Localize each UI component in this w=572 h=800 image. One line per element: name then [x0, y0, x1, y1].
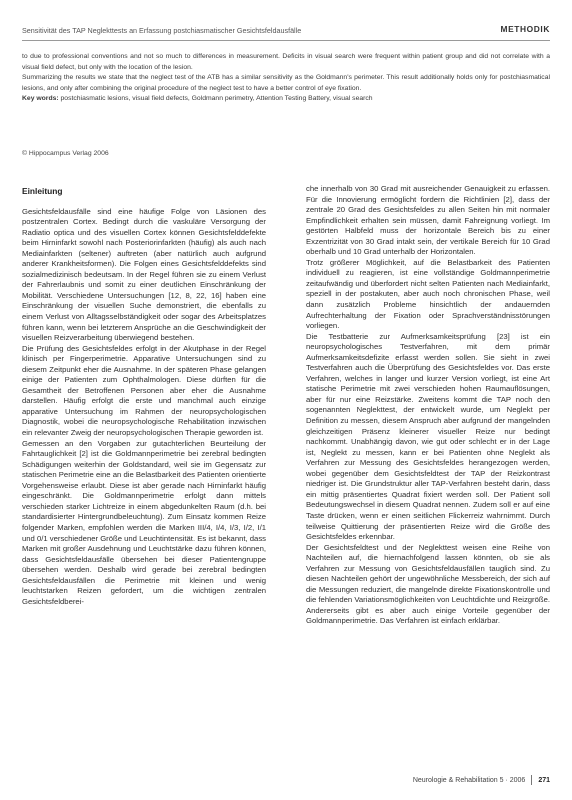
- footer-divider: [531, 775, 532, 785]
- body-paragraph: che innerhalb von 30 Grad mit ausreichender Genauigkeit zu erfassen. Für die Innovierung ermöglicht fordern die Richtlinien [2], dass der zentrale 20 Grad des Gesichtsfeldes zu allen Seiten hin mit normaler Empfindlichkeit erhalten sein müssen, damit Fahreignung vorliegt. Im gestörten Halbfeld muss der horizontale Bereich bis zu einer Exzentrizität von 30 Grad intakt sein, der vertikale Bereich für 10 Grad oberhalb und 10 Grad unterhalb der Horizontalen.: [306, 184, 550, 257]
- copyright-notice: © Hippocampus Verlag 2006: [22, 150, 109, 157]
- english-abstract: [22, 52, 550, 105]
- body-paragraph: Trotz größerer Möglichkeit, auf die Belastbarkeit des Patienten individuell zu reagieren, ist eine vollständige Goldmannperimetrie zeitaufwändig und überfordert nicht selten Patienten nach Mediainfarkt, speziell in der postakuten, aber auch noch chronischen Phase, weil dann zusätzlich Probleme hinsichtlich der andauernden Aufrechterhaltung der Fixation oder Sprachverständnisstörungen vorliegen.: [306, 257, 550, 331]
- section-label: METHODIK: [500, 24, 550, 34]
- right-text-column: [306, 184, 550, 627]
- abstract-paragraph: Summarizing the results we state that the neglect test of the ATB has a similar sensitivity as the Goldmann's perimeter. This result additionally holds only for postchiasmatical lesions, and only after combining the original procedure of the neglect test to have a better control of eye fixation.: [22, 74, 550, 92]
- page-footer: [413, 774, 550, 786]
- abstract-paragraph: to due to professional conventions and not so much to differences in measurement. Deficits in visual search were frequent within patient group and did not correlate with a visual field defect, but only with the location of the lesion.: [22, 53, 550, 71]
- body-paragraph: Die Prüfung des Gesichtsfeldes erfolgt in der Akutphase in der Regel klinisch per Fingerperimetrie. Apparative Untersuchungen sind zu diesem Zeitpunkt eher die Ausnahme. In der späteren Phase gelangen einige der Patienten zum Ophthalmologen. Diese dürften für die Gesamtheit der Betroffenen Personen aber eher die Ausnahme darstellen. Häufig erfolgt die erste und manchmal auch einzige apparative Untersuchung im Rahmen der neuropsychologischen Diagnostik, wobei die neuropsychologische Rehabilitation inzwischen ein relevanter Zweig der neuropsychologischen Therapie geworden ist.: [22, 343, 266, 438]
- body-paragraph: Die Testbatterie zur Aufmerksamkeitsprüfung [23] ist ein neuropsychologisches Testverfahren, mit dem primär Aufmerksamkeitsdefizite erfasst werden sollen. Sie sieht in zwei Testverfahren auch die Überprüfung des Gesichtsfeldes vor. Das erste Verfahren, welches in langer und kurzer Version vorliegt, ist eine Art statische Perimetrie mit zwei verschieden hohen Raumauflösungen, aber für nur eine Reizstärke. Zweitens kommt die TAP noch den sogenannten Neglekttest, der entwickelt wurde, um Neglekt per Definition zu messen, diesem Anspruch aber aufgrund der mangelnden gleichzeitigen Präsenz kleinerer visueller Reize nur bedingt nachkommt. Unabhängig davon, wie gut oder schlecht er in der Lage ist, Neglekt zu messen, kann er bei Patienten ohne Neglekt als Verfahren zur Messung des Gesichtsfeldes herangezogen werden, wobei gegenüber dem Gesichtsfeldtest der TAP der Reizkontrast niedriger ist. Die Grundstruktur aller TAP-Verfahren besteht darin, dass ein mittig präsentiertes Quadrat fixiert werden soll. Der Patient soll Bedeutungswechsel in diesem Quadrat nennen. Zudem soll er auf eine Taste drücken, wenn er einen seitlichen Flickerreiz wahrnimmt. Durch teilweise Quittierung der präsentierten Reize wird die Größe des Gesichtsfeldes erkennbar.: [306, 331, 550, 542]
- keywords-label: Key words:: [22, 95, 59, 103]
- body-paragraph: Gesichtsfeldausfälle sind eine häufige Folge von Läsionen des postzentralen Cortex. Bedingt durch die vaskuläre Versorgung der Radiatio optica und des visuellen Cortex können Gesichtsfelddefekte beim Hirninfarkt sowohl nach Posteriorinfarkten (häufig) als auch nach Mediainfarkten (seltener) auftreten (aber natürlich auch aufgrund anderer Krankheitsformen). Die Folgen eines Gesichtsfelddefekts sind sozialmedizinisch bedeutsam. In der Regel führen sie zu einem Verlust der Fahrerlaubnis und somit zu einer deutlichen Einschränkung der Mobilität. Verschiedene Untersuchungen [12, 8, 22, 16] haben eine Einschränkung der visuellen Suche demonstriert, die ebenfalls zu einem Verlust von Alltagsselbständigkeit oder sogar des Arbeitsplatzes führen kann, wenn bei letzterem Ansprüche an die Geschwindigkeit der visuellen Reizverarbeitung überwiegend bestehen.: [22, 206, 266, 343]
- journal-citation: Neurologie & Rehabilitation 5 · 2006: [412, 776, 526, 784]
- keywords-text: postchiasmatic lesions, visual field defects, Goldmann perimetry, Attention Testing Battery, visual search: [60, 95, 373, 103]
- body-paragraph: Gemessen an den Vorgaben zur gutachterlichen Beurteilung der Fahrtauglichkeit [2] ist die Goldmannperimetrie bei zerebral bedingten Schädigungen weiterhin der Goldstandard, weil sie im Gegensatz zur statischen Perimetrie eine an die Belastbarkeit des Patienten orientierte Vorgehensweise erlaubt. Diese ist aber gerade nach Hirninfarkt häufig eingeschränkt. Die Goldmannperimetrie erfolgt dann mittels verschieden starker Lichtreize in einem abgedunkelten Raum (d.h. bei standardisierter Hintergrundbeleuchtung). Zum Einsatz kommen Reize folgender Marken, empfohlen werden die Marken III/4, I/4, I/3, I/2, I/1 und 0/1 verschiedener Größe und Leuchtintensität. Es ist bekannt, dass Marken mit großer Ausdehnung und Leuchtstärke dazu führen können, dass Gesichtsfeldausfälle übersehen bei dieser Patientengruppe übersehen werden. Deshalb wird gerade bei zerebral bedingten Gesichtsfeldausfällen die Perimetrie mit kleinen und wenig leuchtstarken Reizen gefordert, um die wichtigen zentralen Gesichtsfeldberei-: [22, 438, 267, 606]
- page-number: 271: [538, 776, 550, 784]
- keywords: [22, 94, 550, 105]
- section-heading-einleitung: Einleitung: [22, 186, 63, 196]
- running-header: [22, 24, 550, 41]
- running-title: Sensitivität des TAP Neglekttests an Erfassung postchiasmatischer Gesichtsfeldausfälle: [22, 26, 302, 35]
- left-text-column: [22, 186, 266, 607]
- body-paragraph: Der Gesichtsfeldtest und der Neglekttest weisen eine Reihe von Nachteilen auf, die hiernachfolgend lassen könnten, ob sie als Verfahren zur Messung von Gesichtsfeldausfällen tauglich sind. Zu diesen Nachteilen gehört der ungewöhnliche Messbereich, der sich auf die Messungen reduziert, die mangelnde direkte Fixationskontrolle und die fehlenden Variationsmöglichkeiten von Leuchtdichte und Reizgröße. Andererseits gibt es aber auch einige Vorteile gegenüber der Goldmannperimetrie. Das Verfahren ist einfach erklärbar.: [306, 542, 550, 626]
